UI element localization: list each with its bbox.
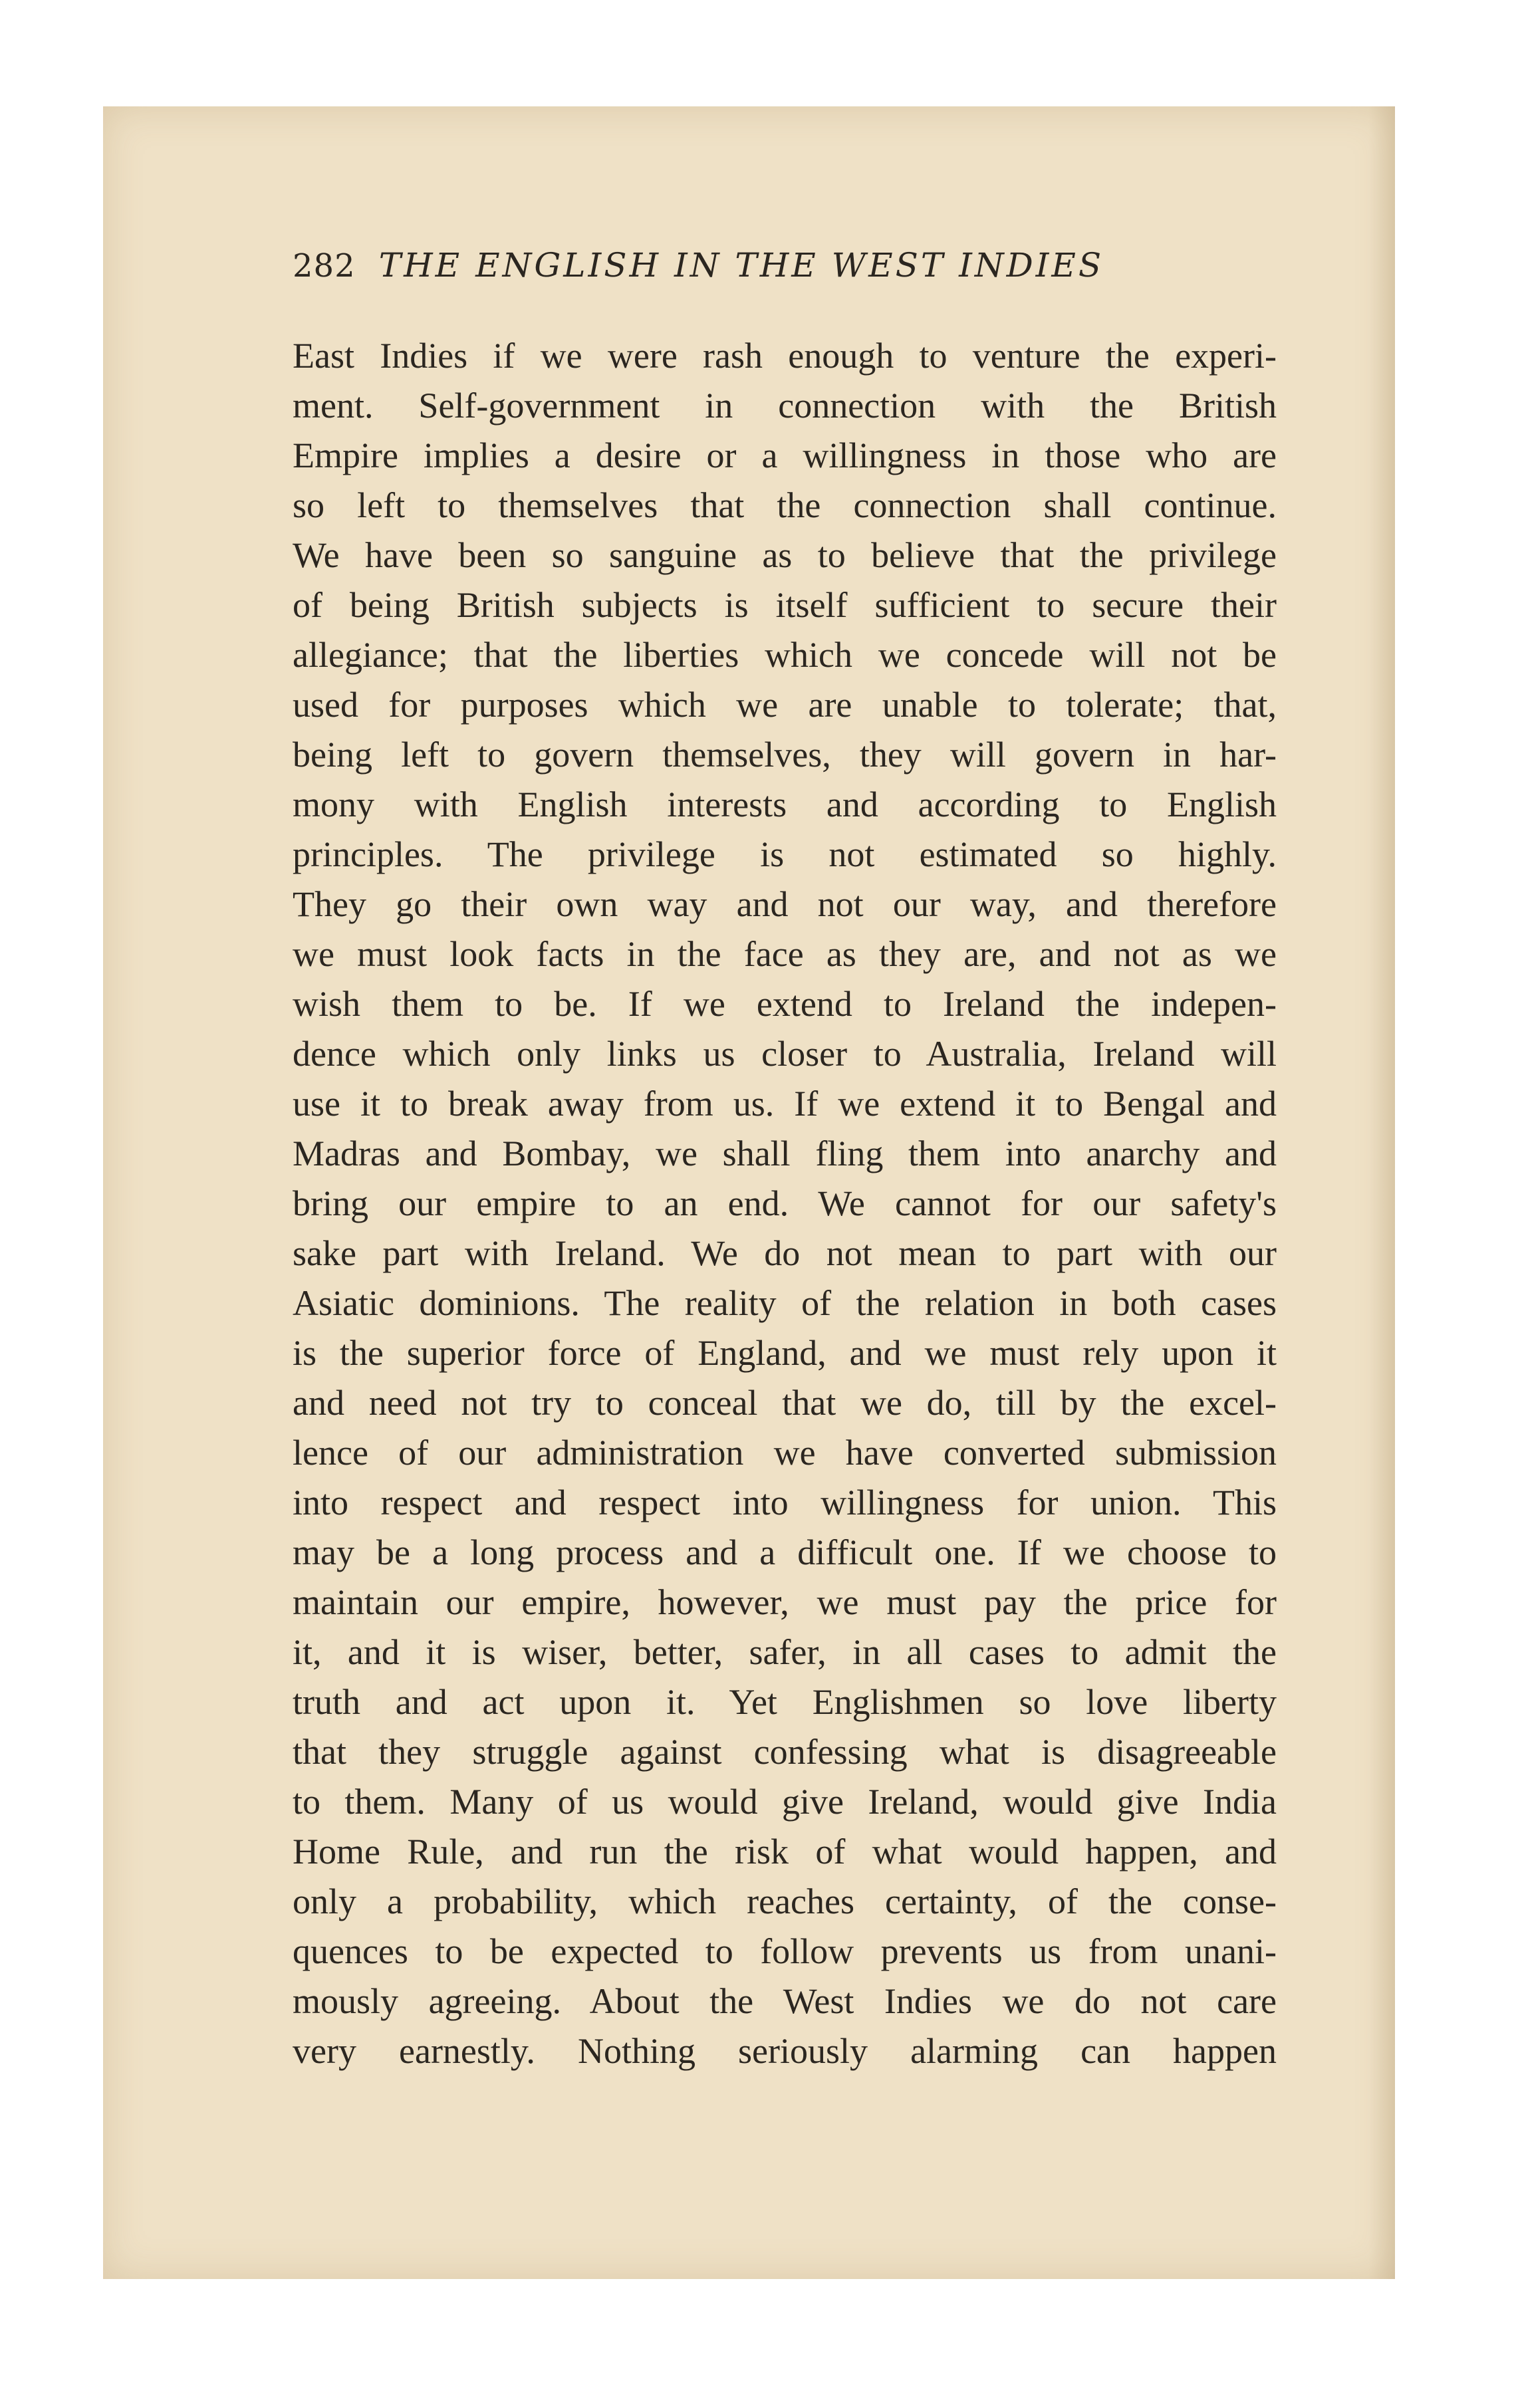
text-line: sake part with Ireland. We do not mean to part with our: [293, 1233, 1277, 1273]
text-line: principles. The privilege is not estimated so highly.: [293, 834, 1277, 874]
text-line: allegiance; that the liberties which we concede will not be: [293, 635, 1277, 675]
text-line: it, and it is wiser, better, safer, in all cases to admit the: [293, 1632, 1277, 1672]
text-line: We have been so sanguine as to believe that the privilege: [293, 535, 1277, 575]
text-line: lence of our administration we have converted submission: [293, 1433, 1277, 1473]
text-line: so left to themselves that the connection shall continue.: [293, 485, 1277, 525]
text-line: Asiatic dominions. The reality of the relation in both cases: [293, 1283, 1277, 1323]
text-line: being left to govern themselves, they will govern in har-: [293, 735, 1277, 775]
text-line: They go their own way and not our way, and therefore: [293, 884, 1277, 924]
text-line: that they struggle against confessing what is disagreeable: [293, 1732, 1277, 1772]
text-line: into respect and respect into willingness for union. This: [293, 1483, 1277, 1522]
running-header: [293, 246, 1257, 306]
text-line: East Indies if we were rash enough to venture the experi-: [293, 336, 1277, 376]
text-line: may be a long process and a difficult one. If we choose to: [293, 1532, 1277, 1572]
text-line: is the superior force of England, and we must rely upon it: [293, 1333, 1277, 1373]
text-line: truth and act upon it. Yet Englishmen so love liberty: [293, 1682, 1277, 1722]
text-line: bring our empire to an end. We cannot for our safety's: [293, 1183, 1277, 1223]
text-line: Empire implies a desire or a willingness in those who are: [293, 435, 1277, 475]
text-line: quences to be expected to follow prevents us from unani-: [293, 1931, 1277, 1971]
text-line: mously agreeing. About the West Indies we do not care: [293, 1981, 1277, 2021]
text-line: we must look facts in the face as they are, and not as we: [293, 934, 1277, 974]
text-line: Madras and Bombay, we shall fling them into anarchy and: [293, 1134, 1277, 1173]
text-line: wish them to be. If we extend to Ireland the indepen-: [293, 984, 1277, 1024]
text-line: mony with English interests and according to English: [293, 784, 1277, 824]
text-line: maintain our empire, however, we must pay the price for: [293, 1582, 1277, 1622]
text-line: of being British subjects is itself sufficient to secure their: [293, 585, 1277, 625]
body-text: [293, 331, 1277, 2076]
text-line: use it to break away from us. If we extend it to Bengal and: [293, 1084, 1277, 1124]
running-title: THE ENGLISH IN THE WEST INDIES: [378, 246, 1104, 285]
text-line: only a probability, which reaches certainty, of the conse-: [293, 1881, 1277, 1921]
text-line: used for purposes which we are unable to tolerate; that,: [293, 685, 1277, 725]
text-line: very earnestly. Nothing seriously alarming can happen: [293, 2031, 1277, 2071]
text-line: dence which only links us closer to Australia, Ireland will: [293, 1034, 1277, 1074]
text-line: and need not try to conceal that we do, till by the excel-: [293, 1383, 1277, 1423]
text-line: Home Rule, and run the risk of what would happen, and: [293, 1832, 1277, 1871]
text-line: ment. Self-government in connection with the British: [293, 386, 1277, 425]
text-line: to them. Many of us would give Ireland, would give India: [293, 1782, 1277, 1822]
page-number: 282: [293, 247, 356, 285]
